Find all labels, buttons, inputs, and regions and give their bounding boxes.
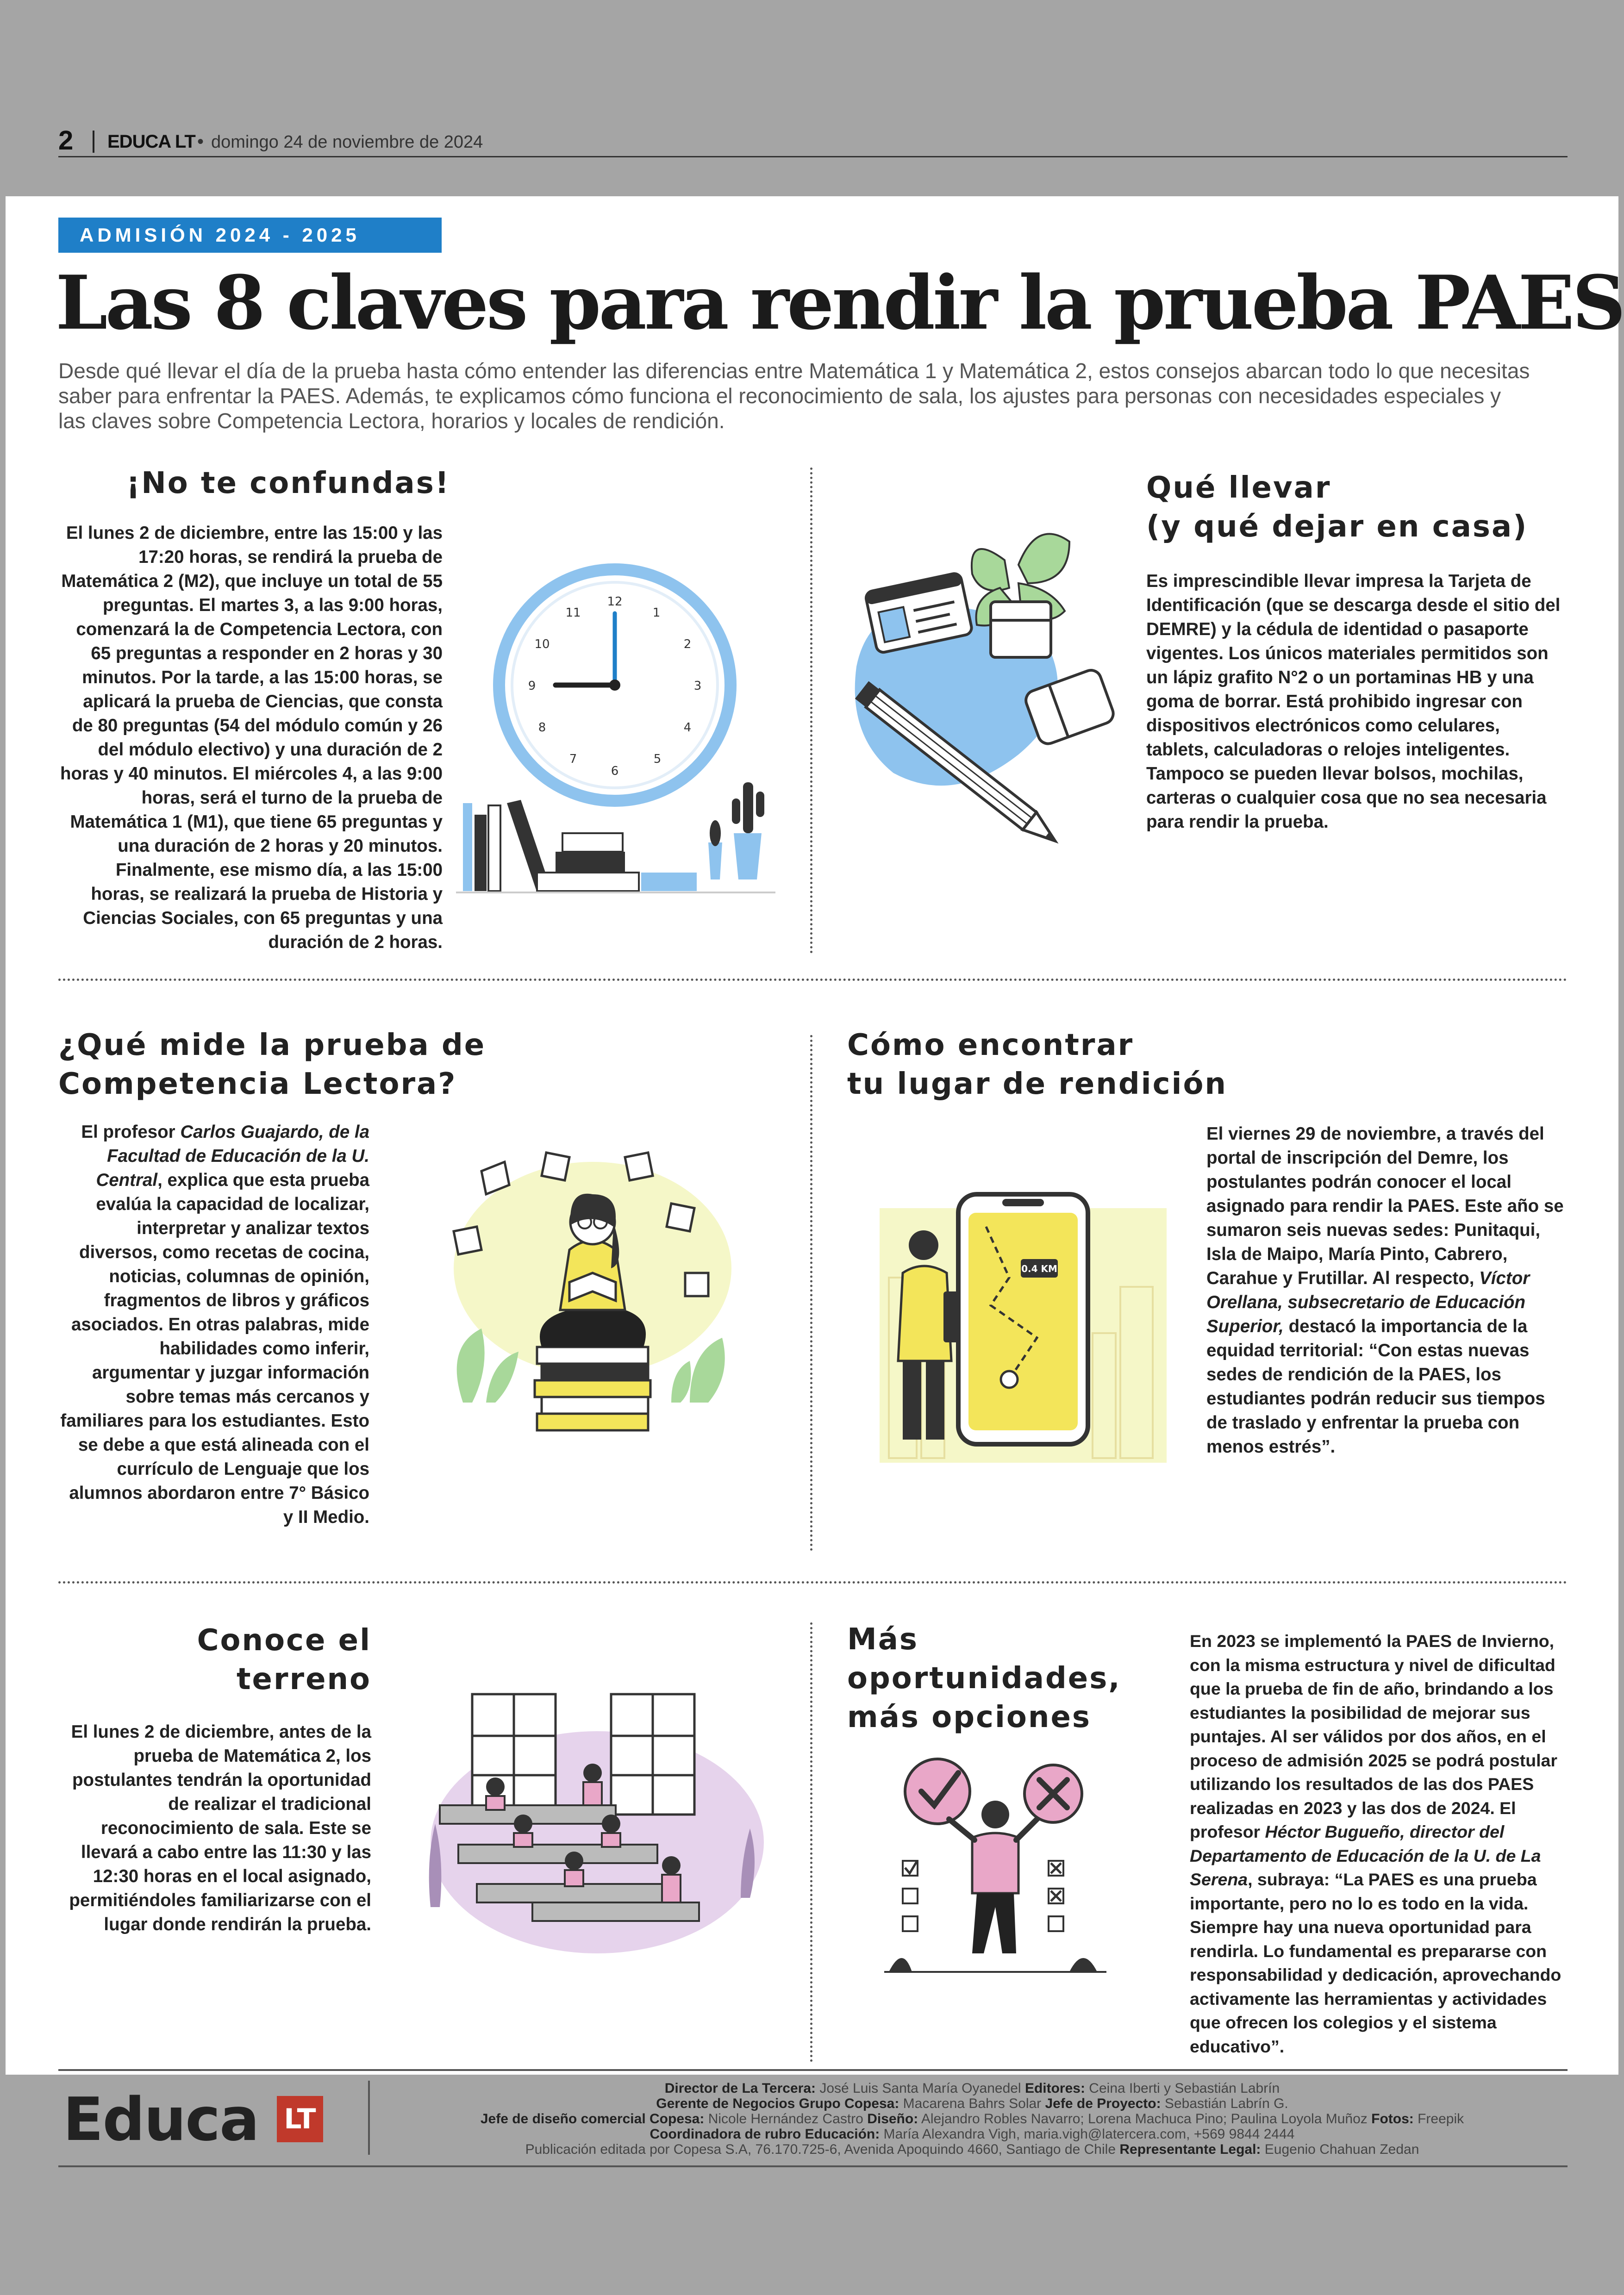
phone-map-illustration — [870, 1185, 1176, 1472]
section-brand: EDUCA LT — [107, 131, 195, 152]
svg-text:12: 12 — [607, 595, 623, 609]
emphasis-impresa: impresa — [1355, 571, 1424, 591]
choices-illustration — [884, 1740, 1106, 1981]
map-distance-label: 0.4 KM — [1021, 1263, 1057, 1274]
row-divider-1 — [58, 979, 1568, 981]
staff-credits: Director de La Tercera: José Luis Santa María Oyanedel Editores: Ceina Iberti y Sebastián Labrín Gerente de Negocios Grupo Copesa: Macarena Bahrs Solar Jefe de Proyecto: Sebastián Labrín G. Jefe de diseño comercial Copesa: Nicole Hernández Castro Diseño: Alejandro Robles Navarro; Lorena Machuca Pino; Paulina Loyola Muñoz Fotos: Freepik Coordinadora de rubro Educación: María Alexandra Vigh, maria.vigh@latercera.com, +569 9844 2444 Publicación editada por Copesa S.A, 76.170.725-6, Avenida Apoquindo 4660, Santiago de Chile Representante Legal: Eugenio Chahuan Zedan — [480, 2081, 1464, 2157]
column-divider-row2 — [810, 1035, 812, 1551]
svg-text:4: 4 — [683, 721, 692, 735]
section-title-lugar: Cómo encontrar tu lugar de rendición — [847, 1028, 1227, 1101]
svg-text:3: 3 — [693, 679, 702, 693]
section-title-terreno: Conoce el terreno — [197, 1623, 371, 1696]
section-body-que-llevar: Es imprescindible llevar impresa la Tarjeta de Identificación (que se descarga desde el sitio del DEMRE) y la cédula de identidad o pasaporte vigentes. Los únicos materiales permitidos son un lápiz grafito N°2 o un portaminas HB y una goma de borrar. Está prohibido ingresar con dispositivos electrónicos como celulares, tablets, calculadoras o relojes inteligentes. Tampoco se pueden llevar bolsos, mochilas, carteras o cualquier cosa que no sea necesaria para rendir la prueba. — [1146, 571, 1561, 832]
page-number: 2 — [58, 125, 74, 156]
svg-text:2: 2 — [683, 637, 692, 651]
svg-text:11: 11 — [565, 606, 581, 620]
section-body-lugar: El viernes 29 de noviembre, a través del portal de inscripción del Demre, los postulantes podrán conocer el local asignado para rendir la PAES. Este año se sumaron seis nuevas sedes: Punitaqui, Isla de Maipo, María Pinto, Cabrero, Carahue y Frutillar. Al respecto, Víctor Orellana, subsecretario de Educación Superior, destacó la importancia de la equidad territorial: “Con estas nuevas sedes de rendición de la PAES, los estudiantes podrán reducir sus tiempos de traslado y enfrentar la prueba con menos estrés”. — [1206, 1124, 1564, 1457]
svg-text:6: 6 — [611, 764, 619, 778]
section-title-oportunidades: Más oportunidades, más opciones — [847, 1622, 1121, 1734]
lt-logo-box: LT — [277, 2096, 323, 2142]
folio-divider — [93, 131, 94, 153]
section-title-competencia: ¿Qué mide la prueba de Competencia Lectora? — [58, 1028, 486, 1101]
svg-text:9: 9 — [528, 679, 536, 693]
supplies-illustration — [852, 514, 1130, 866]
footer-divider — [368, 2081, 370, 2155]
folio-bullet: • — [197, 131, 204, 152]
svg-text:1: 1 — [652, 606, 661, 620]
lead-paragraph: Desde qué llevar el día de la prueba hasta cómo entender las diferencias entre Matemática 1 y Matemática 2, estos consejos abarcan todo lo que necesitas saber para enfrentar la PAES. Además, te explicamos cómo funciona el reconocimiento de sala, los ajustes para personas con necesidades especiales y las claves sobre Competencia Lectora, horarios y locales de rendición. — [58, 359, 1530, 433]
svg-text:10: 10 — [534, 637, 550, 651]
section-body-no-confundas: El lunes 2 de diciembre, entre las 15:00 y las 17:20 horas, se rendirá la prueba de Matemática 2 (M2), que incluye un total de 55 preguntas. El martes 3, a las 9:00 horas, comenzará la de Competencia Lectora, con 65 preguntas a responder en 2 horas y 30 minutos. Por la tarde, a las 15:00 horas, se aplicará la prueba de Ciencias, que consta de 80 preguntas (54 del módulo común y 26 del módulo electivo) y una duración de 2 horas y 40 minutos. El miércoles 4, a las 9:00 horas, será el turno de la prueba de Matemática 1 (M1), que tiene 65 preguntas y una duración de 2 horas y 20 minutos. Finalmente, ese mismo día, a las 15:00 horas, se realizará la prueba de Historia y Ciencias Sociales, con 65 preguntas y una duración de 2 horas. — [60, 523, 443, 952]
section-kicker: ADMISIÓN 2024 - 2025 — [58, 218, 442, 253]
classroom-illustration — [417, 1685, 768, 1963]
issue-date: domingo 24 de noviembre de 2024 — [211, 132, 483, 152]
section-body-terreno: El lunes 2 de diciembre, antes de la prueba de Matemática 2, los postulantes tendrán la oportunidad de realizar el tradicional reconocimiento de sala. Este se llevará a cabo entre las 11:30 y las 12:30 horas en el local asignado, permitiéndoles familiarizarse con el lugar donde rendirán la prueba. — [69, 1722, 371, 1934]
row-divider-2 — [58, 1581, 1568, 1584]
svg-text:5: 5 — [653, 752, 662, 766]
column-divider-row1 — [810, 468, 812, 954]
reading-student-illustration — [431, 1143, 755, 1440]
clock-books-illustration — [456, 555, 780, 903]
footer-bottom-rule — [58, 2165, 1568, 2167]
svg-text:8: 8 — [538, 721, 546, 735]
section-title-no-confundas: ¡No te confundas! — [126, 466, 450, 500]
footer-top-rule — [58, 2069, 1568, 2071]
section-title-que-llevar: Qué llevar (y qué dejar en casa) — [1146, 471, 1528, 544]
section-body-oportunidades: En 2023 se implementó la PAES de Invierno, con la misma estructura y nivel de dificultad que la prueba de fin de año, brindando a los estudiantes la posibilidad de mejorar sus puntajes. Al ser válidos por dos años, en el proceso de admisión 2025 se podrá postular utilizando los resultados de las dos PAES realizadas en 2023 y las dos de 2024. El profesor Héctor Bugueño, director del Departamento de Educación de la U. de La Serena, subraya: “La PAES es una prueba importante, pero no lo es todo en la vida. Siempre hay una nueva oportunidad para rendirla. Lo fundamental es prepararse con responsabilidad y dedicación, aprovechando activamente las herramientas y actividades que ofrecen los colegios y el sistema educativo”. — [1190, 1631, 1562, 2056]
column-divider-row3 — [810, 1622, 812, 2062]
page-folio — [58, 125, 1568, 157]
educa-logo: Educa — [63, 2085, 259, 2154]
section-body-competencia: El profesor Carlos Guajardo, de la Facultad de Educación de la U. Central, explica que esta prueba evalúa la capacidad de localizar, interpretar y analizar textos diversos, como recetas de cocina, noticias, columnas de opinión, fragmentos de libros y gráficos asociados. En otras palabras, mide habilidades como inferir, argumentar y juzgar información sobre temas más cercanos y familiares para los estudiantes. Esto se debe a que está alineada con el currículo de Lenguaje que los alumnos abordaron entre 7° Básico y II Medio. — [60, 1122, 369, 1527]
svg-text:7: 7 — [569, 752, 577, 766]
headline: Las 8 claves para rendir la prueba PAES — [56, 259, 1624, 346]
